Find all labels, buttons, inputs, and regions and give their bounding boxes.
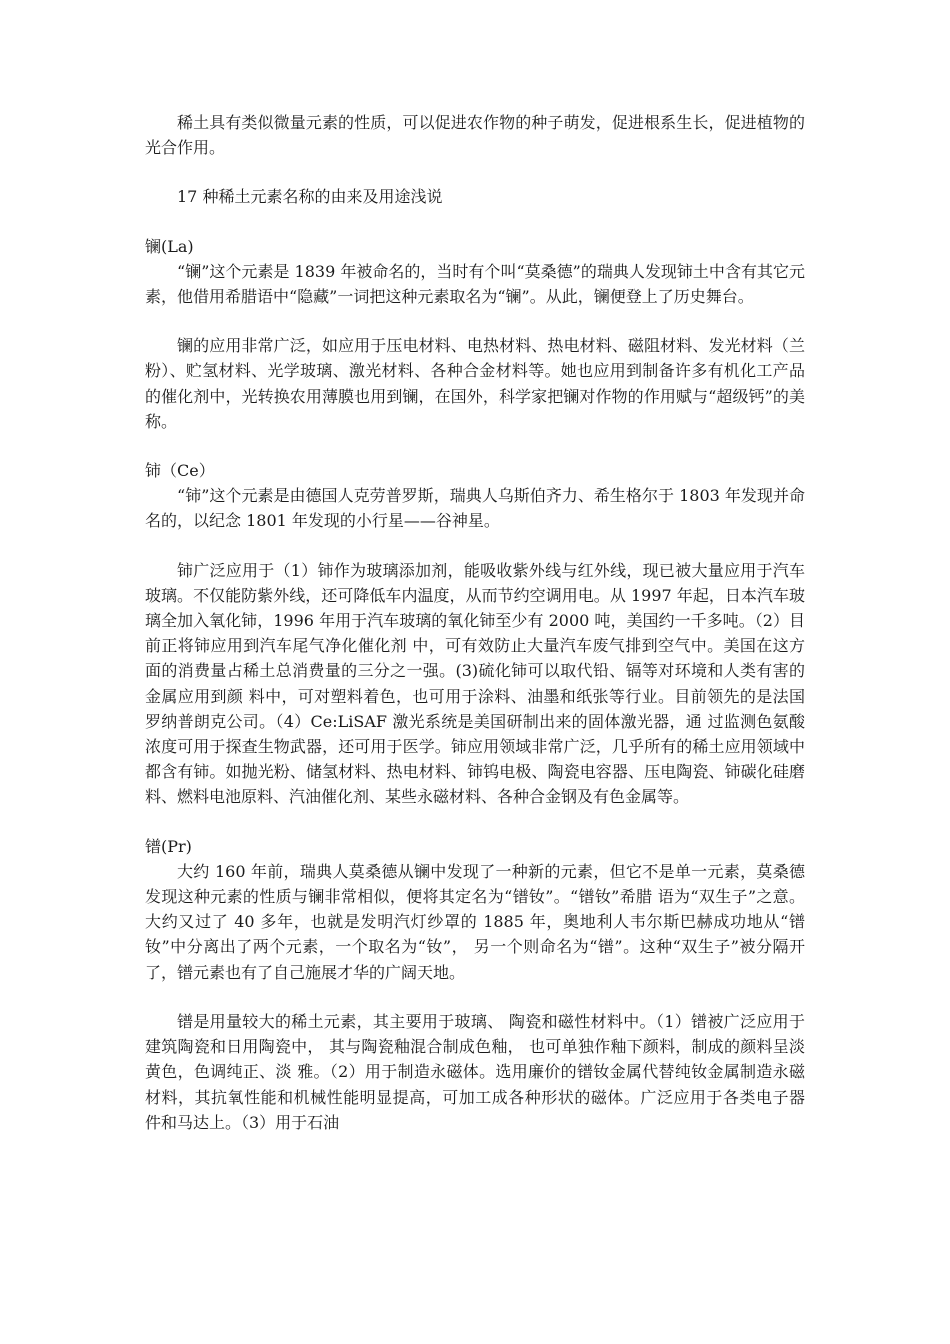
document-page	[145, 110, 805, 1135]
la-paragraph-1: “镧”这个元素是 1839 年被命名的，当时有个叫“莫桑德”的瑞典人发现铈土中含有其它元素，他借用希腊语中“隐藏”一词把这种元素取名为“镧”。从此，镧便登上了历史舞台。	[145, 261, 805, 307]
pr-paragraph-2: 镨是用量较大的稀土元素，其主要用于玻璃、 陶瓷和磁性材料中。（1）镨被广泛应用于建筑陶瓷和日用陶瓷中， 其与陶瓷釉混合制成色釉， 也可单独作釉下颜料，制成的颜料呈淡黄色，色调纯正、淡 雅。（2）用于制造永磁体。选用廉价的镨钕金属代替纯钕金属制造永磁材料，其抗氧性能和机械性能明显提高，可加工成各种形状的磁体。广泛应用于各类电子器 件和马达上。（3）用于石油	[145, 1011, 805, 1132]
ce-paragraph-2: 铈广泛应用于（1）铈作为玻璃添加剂，能吸收紫外线与红外线，现已被大量应用于汽车玻璃。不仅能防紫外线，还可降低车内温度，从而节约空调用电。从 1997 年起，日本汽车玻璃全加入氧化铈，1996 年用于汽车玻璃的氧化铈至少有 2000 吨，美国约一千多吨。（2）目前正将铈应用到汽车尾气净化催化剂 中，可有效防止大量汽车废气排到空气中。美国在这方面的消费量占稀土总消费量的三分之一强。(3)硫化铈可以取代铅、镉等对环境和人类有害的金属应用到颜 料中，可对塑料着色，也可用于涂料、油墨和纸张等行业。目前领先的是法国罗纳普朗克公司。（4）Ce:LiSAF 激光系统是美国研制出来的固体激光器，通 过监测色氨酸浓度可用于探查生物武器，还可用于医学。铈应用领域非常广泛，几乎所有的稀土应用领域中都含有铈。如抛光粉、储氢材料、热电材料、铈钨电极、陶瓷电容器、压电陶瓷、铈碳化硅磨料、燃料电池原料、汽油催化剂、某些永磁材料、各种合金钢及有色金属等。	[145, 560, 805, 807]
pr-paragraph-1: 大约 160 年前，瑞典人莫桑德从镧中发现了一种新的元素，但它不是单一元素，莫桑德发现这种元素的性质与镧非常相似，便将其定名为“镨钕”。“镨钕”希腊 语为“双生子”之意。大约又过了 40 多年，也就是发明汽灯纱罩的 1885 年，奥地利人韦尔斯巴赫成功地从“镨钕”中分离出了两个元素，一个取名为“钕”， 另一个则命名为“镨”。这种“双生子”被分隔开了，镨元素也有了自己施展才华的广阔天地。	[145, 861, 805, 982]
section-heading: 17 种稀土元素名称的由来及用途浅说	[177, 187, 443, 207]
element-title-la: 镧(La)	[145, 236, 194, 256]
intro-paragraph: 稀土具有类似微量元素的性质，可以促进农作物的种子萌发，促进根系生长，促进植物的光合作用。	[145, 113, 805, 158]
element-title-pr: 镨(Pr)	[145, 836, 192, 856]
ce-paragraph-1: “铈”这个元素是由德国人克劳普罗斯，瑞典人乌斯伯齐力、希生格尔于 1803 年发现并命名的，以纪念 1801 年发现的小行星——谷神星。	[145, 486, 805, 531]
la-paragraph-2: 镧的应用非常广泛，如应用于压电材料、电热材料、热电材料、磁阻材料、发光材料（兰粉）、贮氢材料、光学玻璃、激光材料、各种合金材料等。她也应用到制备许多有机化工产品的催化剂中，光转换农用薄膜也用到镧，在国外，科学家把镧对作物的作用赋与“超级钙”的美称。	[145, 336, 805, 431]
element-title-ce: 铈（Ce）	[145, 461, 215, 481]
